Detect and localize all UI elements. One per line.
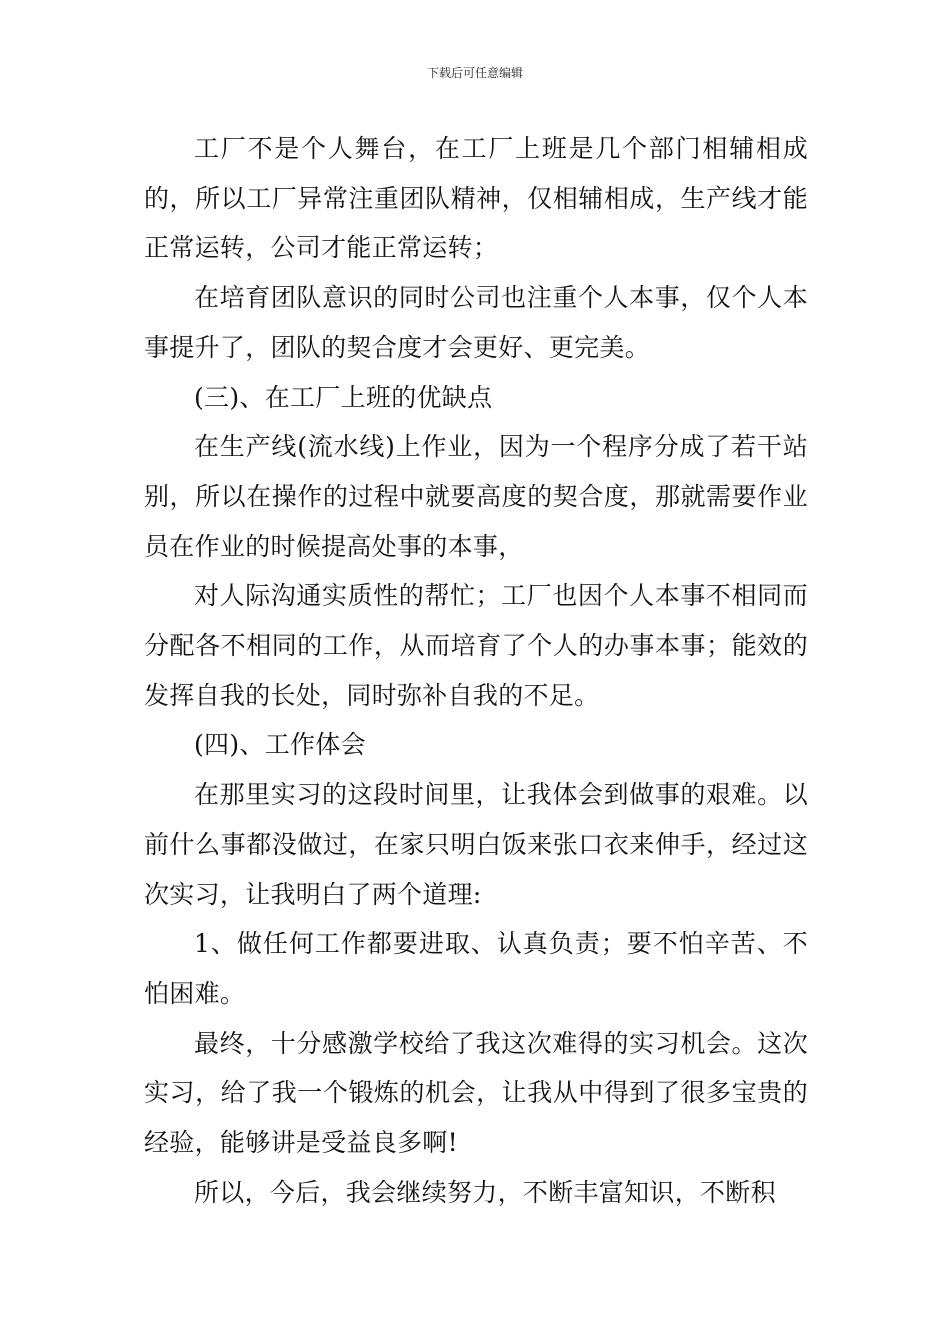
paragraph-production-line: 在生产线(流水线)上作业，因为一个程序分成了若干站别，所以在操作的过程中就要高度的契合度，那就需要作业员在作业的时候提高处事的本事， bbox=[144, 432, 808, 561]
paragraph-internship-experience: 在那里实习的这段时间里，让我体会到做事的艰难。以前什么事都没做过，在家只明白饭来张口衣来伸手，经过这次实习，让我明白了两个道理: bbox=[144, 780, 808, 909]
page-header-note: 下载后可任意编辑 bbox=[426, 66, 523, 80]
paragraph-gratitude: 最终，十分感激学校给了我这次难得的实习机会。这次实习，给了我一个锻炼的机会，让我从中得到了很多宝贵的经验，能够讲是受益良多啊! bbox=[144, 1028, 808, 1158]
paragraph-lesson-one: 1、做任何工作都要进取、认真负责；要不怕辛苦、不怕困难。 bbox=[144, 929, 808, 1008]
section-heading-work-experience: (四)、工作体会 bbox=[194, 730, 366, 760]
paragraph-teamwork: 工厂不是个人舞台，在工厂上班是几个部门相辅相成的，所以工厂异常注重团队精神，仅相辅相成，生产线才能正常运转，公司才能正常运转； bbox=[144, 134, 808, 263]
paragraph-personal-ability: 在培育团队意识的同时公司也注重个人本事，仅个人本事提升了，团队的契合度才会更好、更完美。 bbox=[144, 283, 808, 362]
section-heading-pros-cons: (三)、在工厂上班的优缺点 bbox=[194, 382, 493, 412]
paragraph-communication: 对人际沟通实质性的帮忙；工厂也因个人本事不相同而分配各不相同的工作，从而培育了个人的办事本事；能效的发挥自我的长处，同时弥补自我的不足。 bbox=[144, 581, 808, 710]
document-body bbox=[144, 124, 808, 1217]
paragraph-future: 所以，今后，我会继续努力，不断丰富知识，不断积 bbox=[194, 1177, 776, 1207]
